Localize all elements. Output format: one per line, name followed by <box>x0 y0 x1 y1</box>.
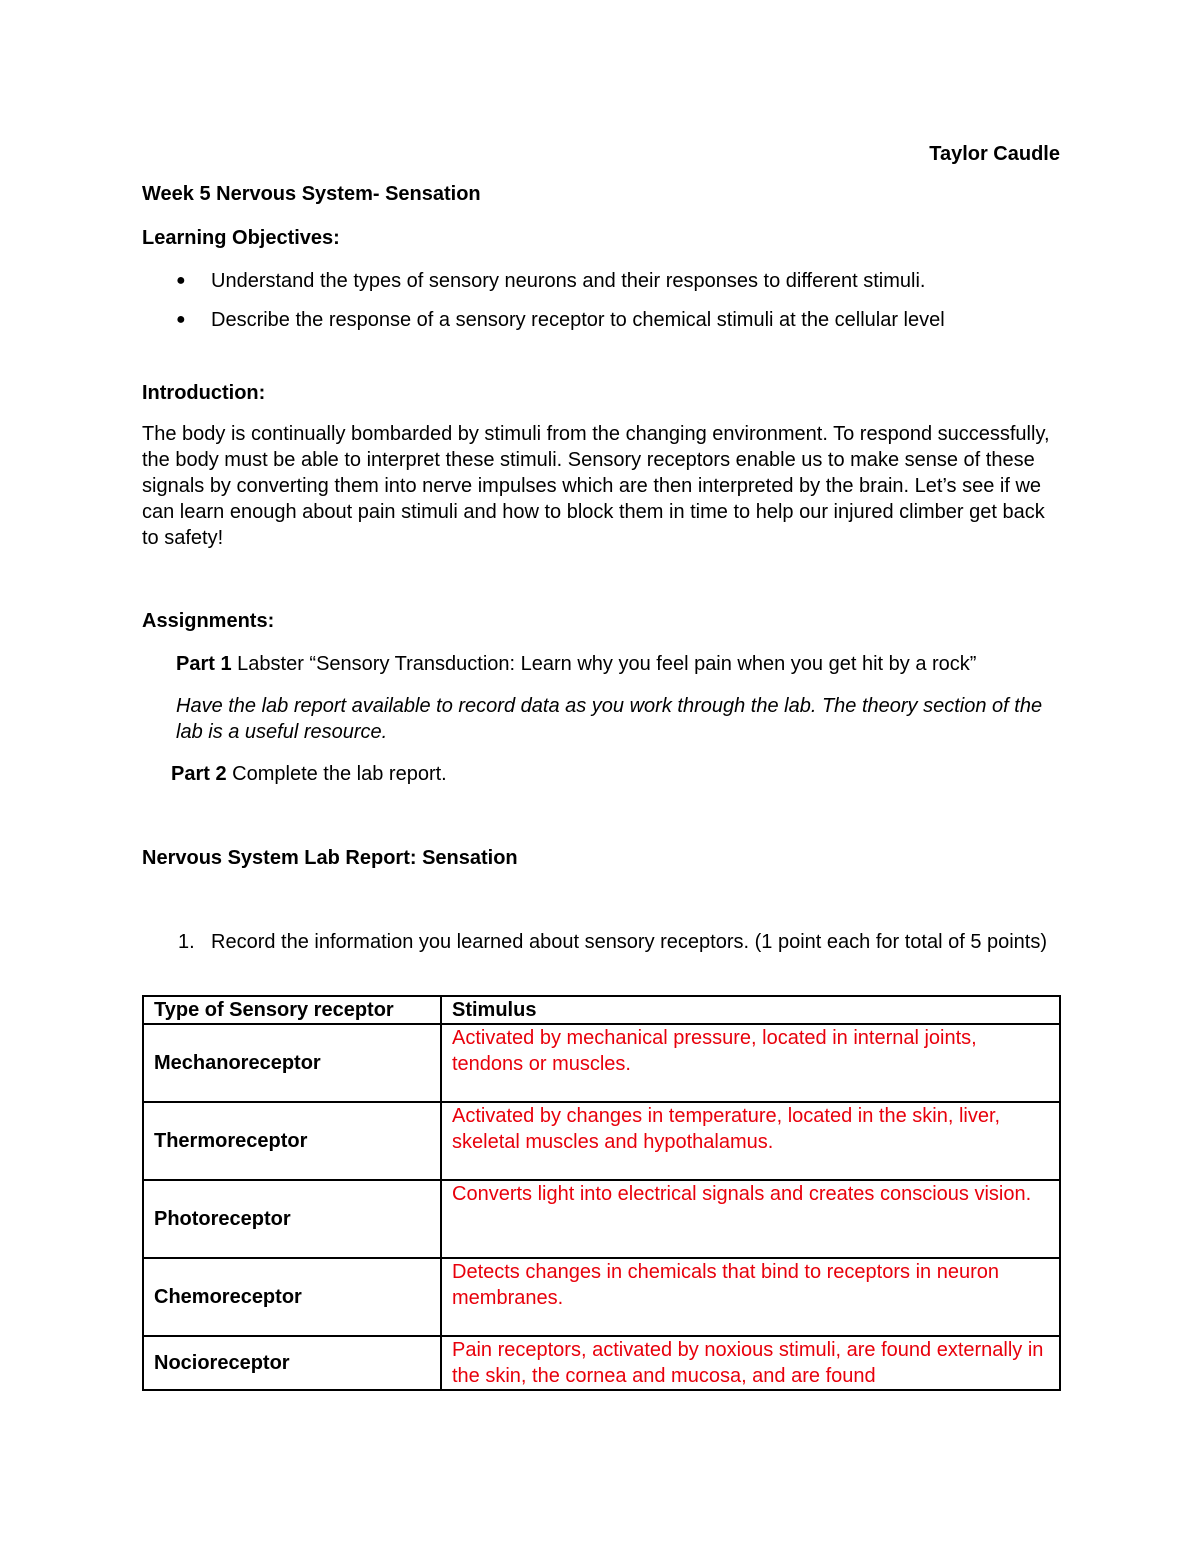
assignments-heading: Assignments: <box>142 610 275 632</box>
part-2-label: Part 2 <box>171 763 227 785</box>
question-text: Record the information you learned about sensory receptors. (1 point each for total of 5 points) <box>211 931 1048 953</box>
table-header-row <box>143 996 1060 1024</box>
objectives-heading: Learning Objectives: <box>142 227 340 249</box>
receptor-type-cell: Thermoreceptor <box>143 1102 441 1180</box>
lab-report-heading: Nervous System Lab Report: Sensation <box>142 847 518 869</box>
part-2-text: Complete the lab report. <box>226 763 447 785</box>
receptor-type-cell: Photoreceptor <box>143 1180 441 1258</box>
receptor-table <box>142 995 1061 1391</box>
question-number: 1. <box>178 931 195 953</box>
stimulus-answer-cell: Pain receptors, activated by noxious stimuli, are found externally in the skin, the cornea and mucosa, and are found <box>441 1336 1060 1390</box>
receptor-type-cell: Chemoreceptor <box>143 1258 441 1336</box>
list-item <box>142 268 1060 294</box>
bullet-icon: ● <box>176 311 186 328</box>
objective-text: Understand the types of sensory neurons and their responses to different stimuli. <box>211 270 926 292</box>
introduction-body <box>142 421 1060 551</box>
stimulus-answer-cell: Activated by changes in temperature, located in the skin, liver, skeletal muscles and hypothalamus. <box>441 1102 1060 1180</box>
document-title: Week 5 Nervous System- Sensation <box>142 183 481 205</box>
table-row <box>143 1102 1060 1180</box>
table-row <box>143 1180 1060 1258</box>
receptor-type-cell: Nocioreceptor <box>143 1336 441 1390</box>
objective-text: Describe the response of a sensory receptor to chemical stimuli at the cellular level <box>211 309 945 331</box>
part-1-label: Part 1 <box>176 653 232 675</box>
introduction-paragraph: The body is continually bombarded by stimuli from the changing environment. To respond successfully, the body must be able to interpret these stimuli. Sensory receptors enable us to make sense of these signals by converting them into nerve impulses which are then interpreted by the brain. Let’s see if we can learn enough about pain stimuli and how to block them in time to help our injured climber get back to safety! <box>142 423 1050 549</box>
bullet-icon: ● <box>176 272 186 289</box>
table-row <box>143 1258 1060 1336</box>
author-name: Taylor Caudle <box>929 143 1060 165</box>
receptor-type-cell: Mechanoreceptor <box>143 1024 441 1102</box>
column-header-type: Type of Sensory receptor <box>143 996 441 1024</box>
stimulus-answer-cell: Converts light into electrical signals and creates conscious vision. <box>441 1180 1060 1258</box>
stimulus-answer-cell: Detects changes in chemicals that bind to receptors in neuron membranes. <box>441 1258 1060 1336</box>
stimulus-answer-cell: Activated by mechanical pressure, located in internal joints, tendons or muscles. <box>441 1024 1060 1102</box>
table-row <box>143 1024 1060 1102</box>
column-header-stimulus: Stimulus <box>441 996 1060 1024</box>
introduction-heading: Introduction: <box>142 382 266 404</box>
table-row <box>143 1336 1060 1390</box>
list-item <box>142 307 1060 333</box>
part-1-text: Labster “Sensory Transduction: Learn why you feel pain when you get hit by a rock” <box>231 653 977 675</box>
objectives-list <box>142 268 1060 346</box>
part-1-note: Have the lab report available to record data as you work through the lab. The theory section of the lab is a useful resource. <box>176 695 1043 743</box>
assignment-part-1 <box>176 651 976 677</box>
assignment-part-2 <box>171 761 447 787</box>
